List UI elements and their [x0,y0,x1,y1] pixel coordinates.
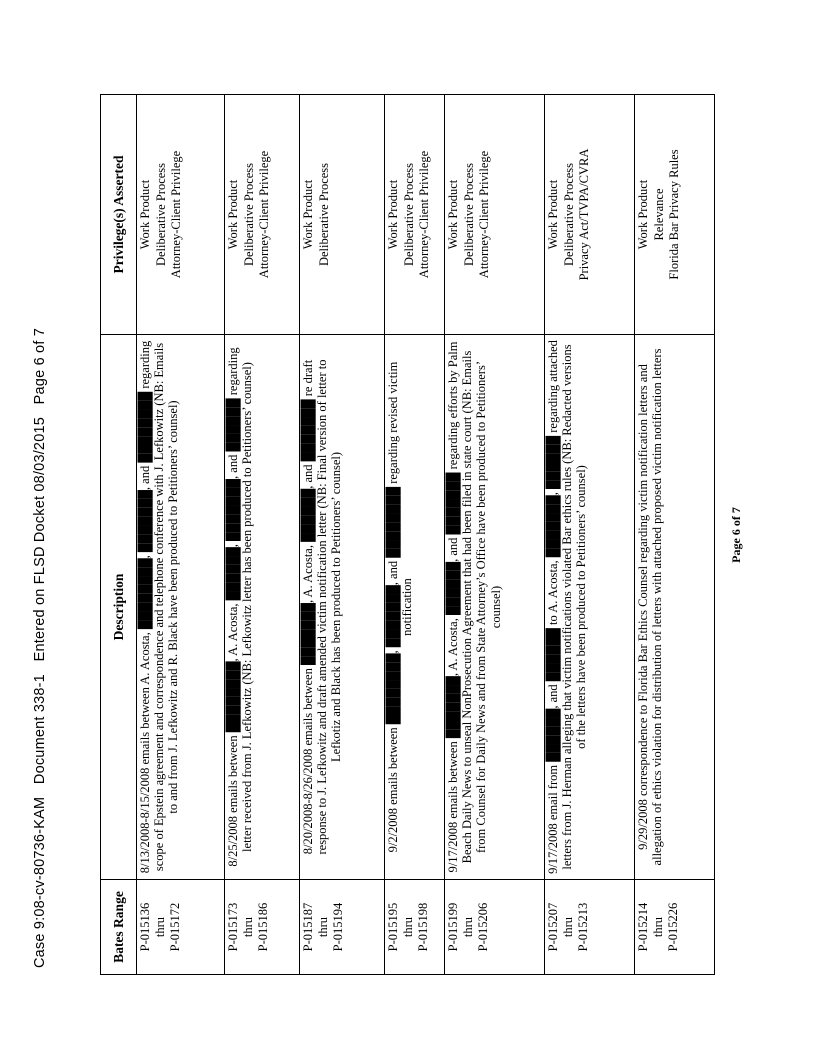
table-header-row [101,95,137,975]
bates-range-cell: P-015207 thru P-015213 [545,880,635,975]
privilege-cell: Work Product Deliberative Process Attorney-Client Privilege [445,95,545,335]
bates-range-cell: P-015173 thru P-015186 [225,880,300,975]
privilege-log-table [100,94,715,975]
privilege-cell: Work Product Deliberative Process Privacy Act/TVPA/CVRA [545,95,635,335]
privilege-cell: Work Product Deliberative Process Attorney-Client Privilege [225,95,300,335]
description-cell: 9/17/2008 email from ██████, and ██████ to A. Acosta, ███████, ██████ regarding attached letters from J. Herman alleging that victim notifications violated Bar ethics rules (NB: Redacted versions of the letters have been produced to Petitioners’ counsel) [545,335,635,880]
description-cell: 8/20/2008-8/26/2008 emails between ███████, A. Acosta, ██████, and ███████ re draft response to J. Lefkowitz and draft amended victim notification letter (NB: Final version of letter to Lefkotiz and Black has been produced to Petitioners’ counsel) [300,335,385,880]
bates-range-cell: P-015195 thru P-015198 [385,880,445,975]
table-row [545,95,635,975]
description-cell: 9/2/2008 emails between ████████, ███████, and ████████ regarding revised victim notification [385,335,445,880]
table-row [225,95,300,975]
header-privilege-asserted: Privilege(s) Asserted [101,95,137,335]
case-stamp [28,88,52,968]
case-stamp-text: Case 9:08-cv-80736-KAM Document 338-1 Entered on FLSD Docket 08/03/2015 Page 6 of 7 [32,327,48,968]
table-row [300,95,385,975]
privilege-cell: Work Product Deliberative Process Attorney-Client Privilege [137,95,225,335]
description-cell: 9/29/2008 correspondence to Florida Bar Ethics Counsel regarding victim notification letters and allegation of ethics violation for distribution of letters with attached proposed victim notification letters [635,335,715,880]
privilege-cell: Work Product Relevance Florida Bar Privacy Rules [635,95,715,335]
header-description: Description [101,335,137,880]
table-row [635,95,715,975]
table-row [385,95,445,975]
description-cell: 8/13/2008-8/15/2008 emails between A. Acosta, ████████, ███████, and ████████ regarding scope of Epstein agreement and correspondence and telephone conference with J. Lefkowitz (NB: Emails to and from J. Lefkowitz and R. Black have been produced to Petitioners’ counsel) [137,335,225,880]
description-cell: 9/17/2008 emails between ███████, A. Acosta, ██████, and ███████ regarding efforts by Palm Beach Daily News to unseal NonProsecution Agreement that had been filed in state court (NB: Emails from Counsel for Daily News and from State Attorney’s Office have been produced to Petitioners’ counsel) [445,335,545,880]
privilege-cell: Work Product Deliberative Process [300,95,385,335]
rotated-content [100,95,765,975]
header-bates-range: Bates Range [101,880,137,975]
privilege-cell: Work Product Deliberative Process Attorney-Client Privilege [385,95,445,335]
table-row [137,95,225,975]
bates-range-cell: P-015136 thru P-015172 [137,880,225,975]
bates-range-cell: P-015199 thru P-015206 [445,880,545,975]
bates-range-cell: P-015214 thru P-015226 [635,880,715,975]
page-number-caption: Page 6 of 7 [729,507,743,563]
description-cell: 8/25/2008 emails between ████████, A. Acosta, ██████, ███████, and ██████ regarding letter received from J. Lefkowitz (NB: Lefkowitz letter has been produced to Petitioners’ counsel) [225,335,300,880]
bates-range-cell: P-015187 thru P-015194 [300,880,385,975]
table-row [445,95,545,975]
